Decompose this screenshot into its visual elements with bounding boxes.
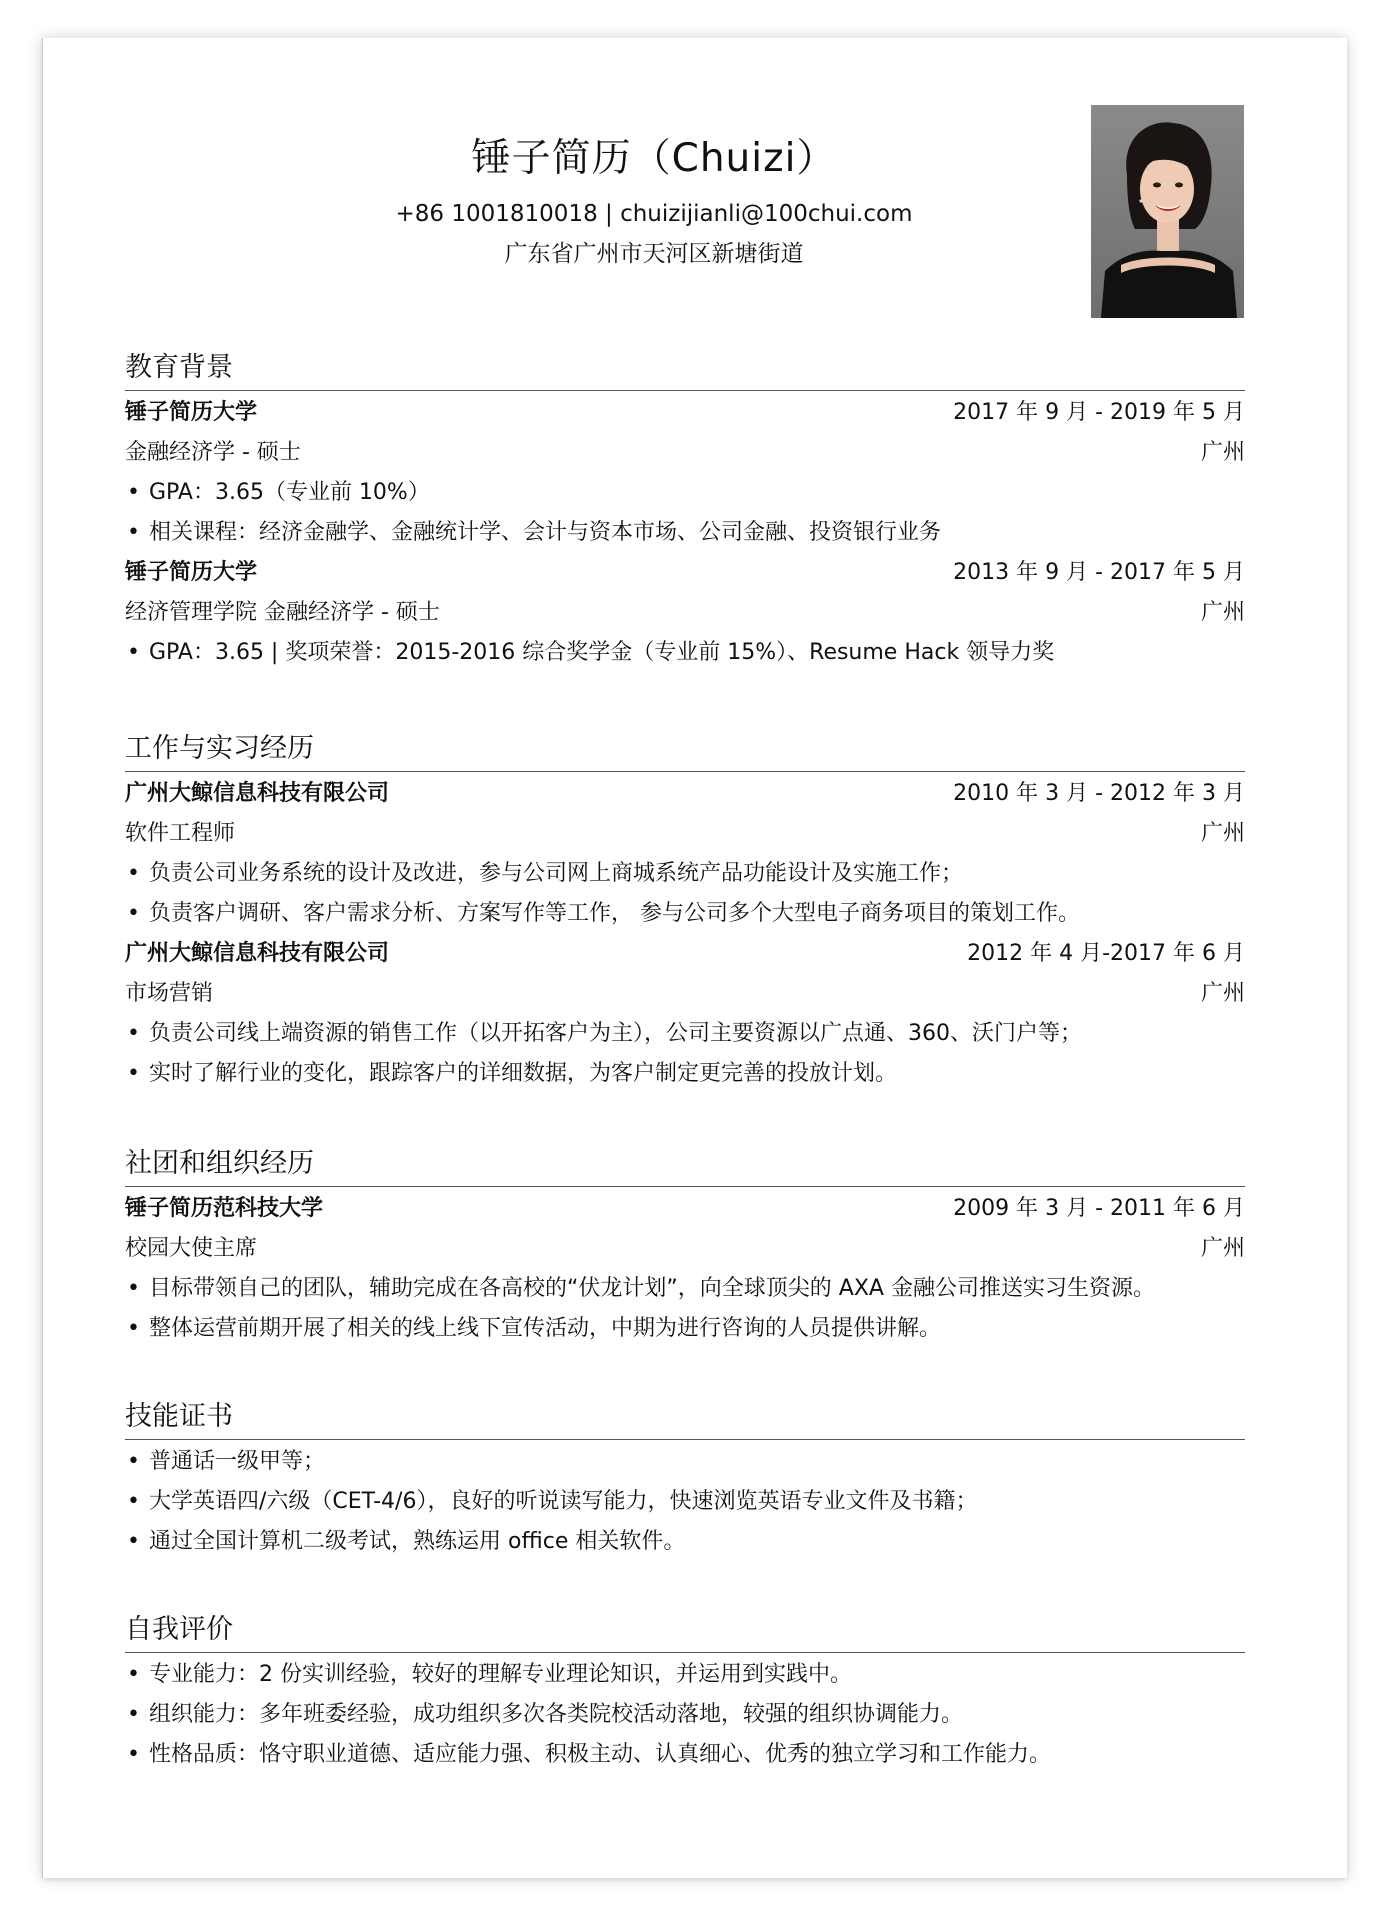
list-item: • 普通话一级甲等； <box>127 1449 326 1474</box>
work-entry-1-org: 广州大鲸信息科技有限公司 <box>125 781 390 806</box>
list-item: • 负责公司业务系统的设计及改进，参与公司网上商城系统产品功能设计及实施工作； <box>127 861 964 886</box>
list-item: • 整体运营前期开展了相关的线上线下宣传活动，中期为进行咨询的人员提供讲解。 <box>127 1316 942 1341</box>
list-item: • 负责公司线上端资源的销售工作（以开拓客户为主），公司主要资源以广点通、360、沃门户等； <box>127 1021 1082 1046</box>
education-section <box>125 348 1245 673</box>
work-entry-1-date: 2010 年 3 月 - 2012 年 3 月 <box>953 781 1245 806</box>
club-entry-1-location: 广州 <box>1200 1236 1245 1261</box>
skills-section <box>125 1397 1245 1562</box>
work-entry-1-location: 广州 <box>1200 821 1245 846</box>
self-evaluation-bullets <box>125 1655 1245 1775</box>
list-item: • 目标带领自己的团队，辅助完成在各高校的“伏龙计划”，向全球顶尖的 AXA 金融公司推送实习生资源。 <box>127 1276 1155 1301</box>
education-entry-1-date: 2017 年 9 月 - 2019 年 5 月 <box>953 400 1245 425</box>
education-entry-2-org: 锤子简历大学 <box>125 560 258 585</box>
education-entry-1-bullets <box>125 473 1245 553</box>
list-item: • 负责客户调研、客户需求分析、方案写作等工作， 参与公司多个大型电子商务项目的策划工作。 <box>127 901 1080 926</box>
list-item: • 性格品质：恪守职业道德、适应能力强、积极主动、认真细心、优秀的独立学习和工作能力。 <box>127 1742 1052 1767</box>
section-title-skills: 技能证书 <box>125 1397 1245 1440</box>
work-entry-2-location: 广州 <box>1200 981 1245 1006</box>
candidate-name: 锤子简历（Chuizi） <box>471 136 837 181</box>
work-entry-2-org: 广州大鲸信息科技有限公司 <box>125 941 390 966</box>
club-section <box>125 1144 1245 1349</box>
education-entry-2-role: 经济管理学院 金融经济学 - 硕士 <box>125 600 440 625</box>
education-entry-1-role: 金融经济学 - 硕士 <box>125 440 301 465</box>
club-entry-1-sub <box>125 1229 1245 1269</box>
work-entry-1-header <box>125 774 1245 814</box>
work-entry-2-bullets <box>125 1014 1245 1094</box>
club-entry-1-org: 锤子简历范科技大学 <box>125 1196 324 1221</box>
education-entry-1-org: 锤子简历大学 <box>125 400 258 425</box>
education-entry-2-date: 2013 年 9 月 - 2017 年 5 月 <box>953 560 1245 585</box>
section-title-club: 社团和组织经历 <box>125 1144 1245 1187</box>
section-title-work: 工作与实习经历 <box>125 729 1245 772</box>
work-entry-1-bullets <box>125 854 1245 934</box>
work-entry-2-sub <box>125 974 1245 1014</box>
club-entry-1-header <box>125 1189 1245 1229</box>
education-entry-2-location: 广州 <box>1200 600 1245 625</box>
list-item: • GPA：3.65（专业前 10%） <box>127 480 430 505</box>
education-entry-1-location: 广州 <box>1200 440 1245 465</box>
education-entry-2-header <box>125 553 1245 593</box>
section-title-self-evaluation: 自我评价 <box>125 1610 1245 1653</box>
club-entry-1-bullets <box>125 1269 1245 1349</box>
education-entry-2-sub <box>125 593 1245 633</box>
club-entry-1-role: 校园大使主席 <box>125 1236 258 1261</box>
skills-bullets <box>125 1442 1245 1562</box>
list-item: • 专业能力：2 份实训经验，较好的理解专业理论知识，并运用到实践中。 <box>127 1662 852 1687</box>
club-entry-1-date: 2009 年 3 月 - 2011 年 6 月 <box>953 1196 1245 1221</box>
profile-photo <box>1091 105 1244 318</box>
education-entry-2-bullets <box>125 633 1245 673</box>
resume-content <box>125 348 1245 1775</box>
work-entry-2-role: 市场营销 <box>125 981 214 1006</box>
list-item: • 相关课程：经济金融学、金融统计学、会计与资本市场、公司金融、投资银行业务 <box>127 520 942 545</box>
list-item: • 实时了解行业的变化，跟踪客户的详细数据，为客户制定更完善的投放计划。 <box>127 1061 898 1086</box>
education-entry-1-sub <box>125 433 1245 473</box>
list-item: • 通过全国计算机二级考试，熟练运用 office 相关软件。 <box>127 1529 686 1554</box>
work-entry-2-header <box>125 934 1245 974</box>
resume-page <box>42 38 1347 1878</box>
education-entry-1-header <box>125 393 1245 433</box>
work-entry-1-sub <box>125 814 1245 854</box>
work-entry-2-date: 2012 年 4 月-2017 年 6 月 <box>967 941 1245 966</box>
self-evaluation-section <box>125 1610 1245 1775</box>
work-section <box>125 729 1245 1094</box>
section-title-education: 教育背景 <box>125 348 1245 391</box>
work-entry-1-role: 软件工程师 <box>125 821 236 846</box>
address: 广东省广州市天河区新塘街道 <box>504 241 804 267</box>
list-item: • GPA：3.65 | 奖项荣誉：2015-2016 综合奖学金（专业前 15%）、Resume Hack 领导力奖 <box>127 640 1055 665</box>
list-item: • 大学英语四/六级（CET-4/6），良好的听说读写能力，快速浏览英语专业文件及书籍； <box>127 1489 978 1514</box>
list-item: • 组织能力：多年班委经验，成功组织多次各类院校活动落地，较强的组织协调能力。 <box>127 1702 964 1727</box>
contact-info: +86 1001810018 | chuizijianli@100chui.com <box>395 201 913 227</box>
